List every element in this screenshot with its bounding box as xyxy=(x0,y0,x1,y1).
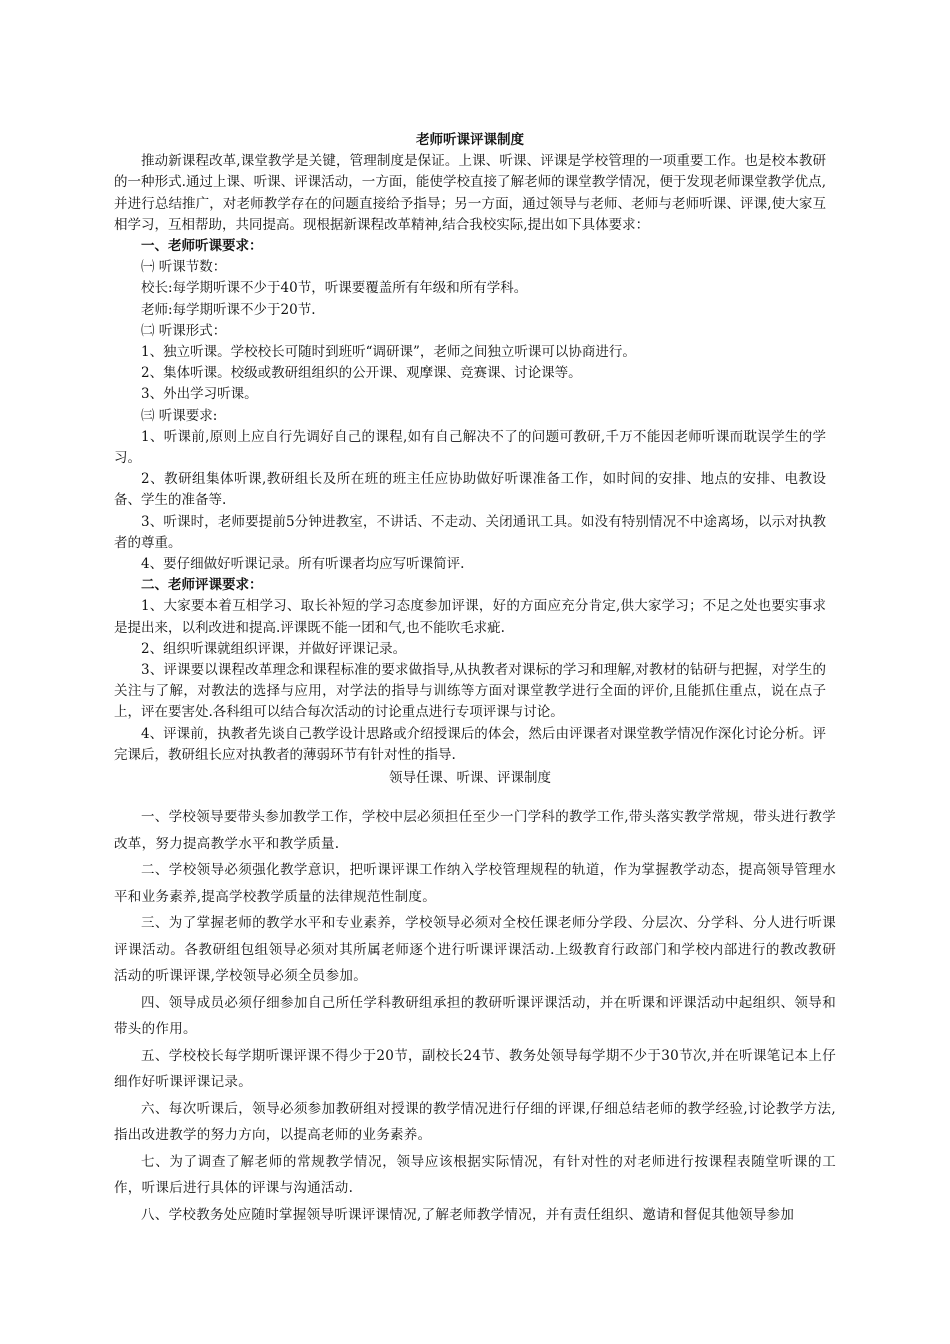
paragraph: 一、学校领导要带头参加教学工作，学校中层必须担任至少一门学科的教学工作,带头落实教学常规，带头进行教学改革，努力提高教学水平和教学质量. xyxy=(114,809,836,852)
paragraph: 3、外出学习听课。 xyxy=(141,386,258,403)
paragraph: 老师:每学期听课不少于20节. xyxy=(141,301,316,318)
section-heading: 二、老师评课要求： xyxy=(141,577,263,594)
paragraph: 三、为了掌握老师的教学水平和专业素养，学校领导必须对全校任课老师分学段、分层次、分学科、分人进行听课评课活动。各教研组包组领导必须对其所属老师逐个进行听课评课活动.上级教育行政部门和学校内部进行的教改教研活动的听课评课,学校领导必须全员参加。 xyxy=(114,915,836,984)
paragraph: 4、要仔细做好听课记录。所有听课者均应写听课简评. xyxy=(141,556,465,573)
paragraph: 2、组织听课就组织评课，并做好评课记录。 xyxy=(141,640,407,657)
paragraph: 3、评课要以课程改革理念和课程标准的要求做指导,从执教者对课标的学习和理解,对教材的钻研与把握，对学生的关注与了解，对教法的选择与应用，对学法的指导与训练等方面对课堂教学进行全面的评价,且能抓住重点，说在点子上，评在要害处.各科组可以结合每次活动的讨论重点进行专项评课与讨论。 xyxy=(114,662,826,721)
paragraph: ㈢ 听课要求: xyxy=(141,407,218,424)
paragraph: 七、为了调查了解老师的常规教学情况，领导应该根据实际情况，有针对性的对老师进行按课程表随堂听课的工作，听课后进行具体的评课与沟通活动. xyxy=(114,1153,836,1196)
doc-subtitle: 领导任课、听课、评课制度 xyxy=(389,770,551,787)
leader-lecture-policy xyxy=(114,804,836,1228)
paragraph: 二、学校领导必须强化教学意识，把听课评课工作纳入学校管理规程的轨道，作为掌握教学动态，提高领导管理水平和业务素养,提高学校教学质量的法律规范性制度。 xyxy=(114,862,836,905)
paragraph: 3、听课时，老师要提前5分钟进教室，不讲话、不走动、关闭通讯工具。如没有特别情况不中途离场，以示对执教者的尊重。 xyxy=(114,513,826,551)
paragraph: 校长:每学期听课不少于40节，听课要覆盖所有年级和所有学科。 xyxy=(141,280,528,297)
paragraph: 2、教研组集体听课,教研组长及所在班的班主任应协助做好听课准备工作，如时间的安排、地点的安排、电教设备、学生的准备等. xyxy=(114,471,826,509)
paragraph: 1、听课前,原则上应自行先调好自己的课程,如有自己解决不了的问题可教研,千万不能因老师听课而耽误学生的学习。 xyxy=(114,428,826,467)
paragraph: 4、评课前，执教者先谈自己教学设计思路或介绍授课后的体会，然后由评课者对课堂教学情况作深化讨论分析。评完课后，教研组长应对执教者的薄弱环节有针对性的指导. xyxy=(114,725,826,763)
paragraph: 四、领导成员必须仔细参加自己所任学科教研组承担的教研听课评课活动，并在听课和评课活动中起组织、领导和带头的作用。 xyxy=(114,994,836,1037)
paragraph: 五、学校校长每学期听课评课不得少于20节，副校长24节、教务处领导每学期不少于30节次,并在听课笔记本上仔细作好听课评课记录。 xyxy=(114,1047,836,1090)
doc-title: 老师听课评课制度 xyxy=(416,132,524,148)
paragraph: ㈠ 听课节数： xyxy=(141,259,227,276)
paragraph: 六、每次听课后，领导必须参加教研组对授课的教学情况进行仔细的评课,仔细总结老师的教学经验,讨论教学方法,指出改进教学的努力方向，以提高老师的业务素养。 xyxy=(114,1100,836,1143)
section-heading: 一、老师听课要求： xyxy=(141,238,263,255)
paragraph: ㈡ 听课形式： xyxy=(141,322,227,339)
teacher-lecture-policy xyxy=(114,130,826,789)
paragraph: 1、大家要本着互相学习、取长补短的学习态度参加评课，好的方面应充分肯定,供大家学习；不足之处也要实事求是提出来，以利改进和提高.评课既不能一团和气,也不能吹毛求疵. xyxy=(114,598,826,636)
paragraph: 八、学校教务处应随时掌握领导听课评课情况,了解老师教学情况，并有责任组织、邀请和督促其他领导参加 xyxy=(141,1206,795,1223)
paragraph: 1、独立听课。学校校长可随时到班听“调研课”，老师之间独立听课可以协商进行。 xyxy=(141,344,636,361)
intro-paragraph: 推动新课程改革,课堂教学是关键，管理制度是保证。上课、听课、评课是学校管理的一项重要工作。也是校本教研的一种形式.通过上课、听课、评课活动，一方面，能使学校直接了解老师的课堂教学情况，便于发现老师课堂教学优点,并进行总结推广，对老师教学存在的问题直接给予指导；另一方面，通过领导与老师、老师与老师听课、评课,使大家互相学习，互相帮助，共同提高。现根据新课程改革精神,结合我校实际,提出如下具体要求： xyxy=(114,153,826,233)
paragraph: 2、集体听课。校级或教研组组织的公开课、观摩课、竞赛课、讨论课等。 xyxy=(141,365,582,382)
